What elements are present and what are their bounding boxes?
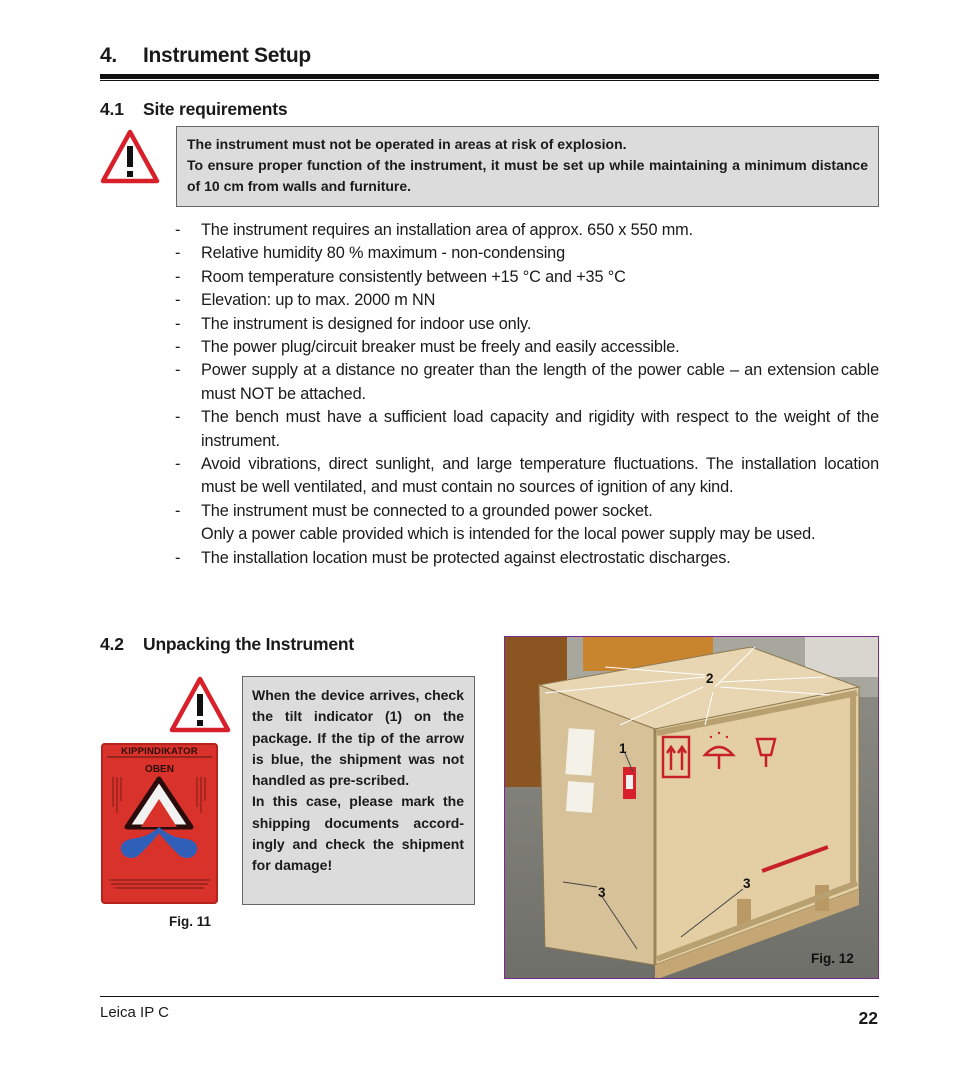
chapter-title-text: Instrument Setup — [143, 44, 311, 67]
requirements-list — [175, 219, 879, 570]
crate-illustration — [505, 637, 878, 978]
warning-text-explosion: The instrument must not be operated in areas at risk of explosion. — [187, 136, 627, 152]
warning-triangle-icon — [169, 675, 231, 733]
callout-3-left: 3 — [598, 885, 606, 900]
warning-box-unpacking — [242, 676, 475, 905]
list-item: - The power plug/circuit breaker must be freely and easily accessible. — [175, 336, 879, 359]
warning-text-tilt-check: When the device arrives, check the tilt indicator (1) on the package. If the tip of the arrow is blue, the shipment was not handled as pre-scribed. — [252, 687, 464, 789]
header-rule-thick — [100, 74, 879, 79]
section-title-text: Site requirements — [143, 99, 288, 119]
chapter-number: 4. — [100, 44, 117, 67]
tilt-indicator-image — [101, 743, 218, 904]
tilt-arrow-graphic — [101, 743, 218, 904]
callout-3-right: 3 — [743, 876, 751, 891]
callout-2: 2 — [706, 671, 714, 686]
section-number: 4.1 — [100, 99, 124, 119]
fig-12-caption: Fig. 12 — [811, 951, 854, 966]
list-item: - Elevation: up to max. 2000 m NN — [175, 289, 879, 312]
list-item: - The installation location must be protected against electrostatic discharges. — [175, 547, 879, 570]
warning-text-damage: In this case, please mark the shipping documents accord-ingly and check the shipment for damage! — [252, 793, 464, 874]
callout-1: 1 — [619, 741, 627, 756]
footer-rule — [100, 996, 879, 997]
warning-text-distance: To ensure proper function of the instrument, it must be set up while maintaining a minimum distance of 10 cm from walls and furniture. — [187, 157, 868, 194]
list-item: - The instrument is designed for indoor use only. — [175, 313, 879, 336]
page-number: 22 — [858, 1008, 878, 1028]
header-rule-thin — [100, 80, 879, 81]
section-title-unpacking — [100, 634, 354, 655]
list-item: - Relative humidity 80 % maximum - non-condensing — [175, 242, 879, 265]
section-title-text: Unpacking the Instrument — [143, 634, 355, 654]
section-title-site-requirements — [100, 99, 287, 120]
crate-photo — [504, 636, 879, 979]
tilt-indicator-title: KIPPINDIKATOR — [121, 746, 198, 757]
list-item: - Room temperature consistently between +15 °C and +35 °C — [175, 266, 879, 289]
section-number: 4.2 — [100, 634, 124, 654]
list-item: - The instrument must be connected to a grounded power socket. Only a power cable provided which is intended for the local power supply may be used. — [175, 500, 879, 547]
list-item: - The bench must have a sufficient load capacity and rigidity with respect to the weight of the instrument. — [175, 406, 879, 453]
warning-triangle-icon — [100, 128, 160, 184]
list-item: - Avoid vibrations, direct sunlight, and large temperature fluctuations. The installation location must be well ventilated, and must contain no sources of ignition of any kind. — [175, 453, 879, 500]
warning-box-site — [176, 126, 879, 207]
chapter-title — [100, 44, 311, 68]
list-item: - The instrument requires an installation area of approx. 650 x 550 mm. — [175, 219, 879, 242]
footer-product-name: Leica IP C — [100, 1004, 169, 1021]
list-item: - Power supply at a distance no greater than the length of the power cable – an extension cable must NOT be attached. — [175, 359, 879, 406]
fig-11-caption: Fig. 11 — [169, 914, 212, 929]
tilt-indicator-top-label: OBEN — [145, 764, 174, 775]
